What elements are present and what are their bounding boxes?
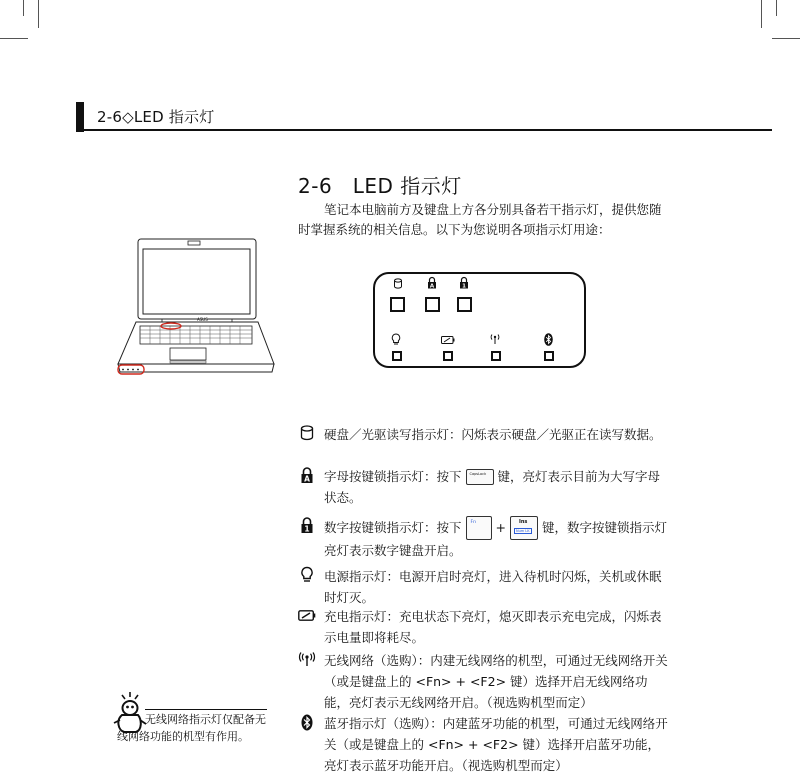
indicator-panel xyxy=(373,272,586,368)
list-item xyxy=(298,650,670,714)
item-text: 电源指示灯：电源开启时亮灯，进入待机时闪烁，关机或休眠时灯灭。 xyxy=(324,569,662,605)
svg-text:A: A xyxy=(304,474,310,484)
item-text: 键，亮灯表示目前为大写字母状态。 xyxy=(324,469,660,505)
item-text: 键，数字按键锁指示灯亮灯表示数字键盘开启。 xyxy=(324,520,667,558)
wireless-led xyxy=(491,351,501,361)
key-label: CapsLock xyxy=(469,472,487,476)
capslock-led xyxy=(425,297,440,312)
plus-sign: + xyxy=(495,520,506,535)
note-text: 无线网络指示灯仅配备无线网络功能的机型有作用。 xyxy=(117,713,266,743)
power-bulb-icon xyxy=(300,566,314,584)
wireless-icon xyxy=(488,333,502,345)
item-text: 无线网络（选购）：内建无线网络的机型，可通过无线网络开关（或是键盘上的 <Fn> + <F2> 键）选择开启无线网络功能，亮灯表示无线网络开启。（视选购机型而定） xyxy=(324,653,668,710)
numlock-led xyxy=(457,297,472,312)
list-item xyxy=(298,566,670,608)
battery-charge-icon xyxy=(441,336,455,344)
key-label: Ins xyxy=(518,519,528,525)
crop-mark xyxy=(776,0,777,16)
list-item xyxy=(298,466,670,508)
note-rule xyxy=(145,709,267,710)
power-bulb-icon xyxy=(391,333,401,346)
keyboard-brand-label: ASUS xyxy=(197,317,208,322)
fn-key xyxy=(466,516,492,540)
bluetooth-icon xyxy=(544,333,553,346)
page-header-title: 2-6◇LED 指示灯 xyxy=(97,108,215,126)
item-text: 硬盘／光驱读写指示灯：闪烁表示硬盘／光驱正在读写数据。 xyxy=(324,427,662,442)
item-text: 字母按键锁指示灯：按下 xyxy=(324,469,462,484)
crop-mark xyxy=(761,0,762,28)
svg-text:A: A xyxy=(429,283,435,290)
capslock-key xyxy=(466,469,494,485)
crop-mark xyxy=(23,0,24,16)
bluetooth-led xyxy=(544,351,554,361)
section-title: 2-6 LED 指示灯 xyxy=(298,174,462,198)
bluetooth-icon xyxy=(301,714,313,731)
capslock-icon xyxy=(300,467,314,484)
list-item xyxy=(298,713,670,773)
key-label: Num LK xyxy=(515,529,530,533)
header-bar xyxy=(76,102,84,132)
list-item xyxy=(298,606,670,648)
hdd-icon xyxy=(393,278,403,289)
numlock-icon xyxy=(300,517,314,534)
svg-text:1: 1 xyxy=(304,524,310,534)
power-led xyxy=(392,351,402,361)
capslock-icon xyxy=(427,277,437,289)
hdd-icon xyxy=(300,425,314,441)
crop-mark xyxy=(38,0,39,28)
battery-charge-icon xyxy=(298,610,316,621)
wireless-icon xyxy=(298,652,316,667)
item-text: 数字按键锁指示灯：按下 xyxy=(324,520,462,535)
laptop-illustration xyxy=(110,234,280,380)
crop-mark xyxy=(772,38,800,39)
item-text: 蓝牙指示灯（选购）：内建蓝牙功能的机型，可通过无线网络开关（或是键盘上的 <Fn> + <F2> 键）选择开启蓝牙功能，亮灯表示蓝牙功能开启。（视选购机型而定） xyxy=(324,716,668,773)
charge-led xyxy=(443,351,453,361)
hdd-led xyxy=(390,297,405,312)
list-item xyxy=(298,424,670,464)
key-label: Fn xyxy=(470,520,476,525)
item-text: 充电指示灯：充电状态下亮灯，熄灭即表示充电完成，闪烁表示电量即将耗尽。 xyxy=(324,609,662,645)
ins-numlk-key xyxy=(510,516,538,540)
list-item xyxy=(298,516,670,560)
svg-text:1: 1 xyxy=(462,283,466,290)
numlock-icon xyxy=(459,277,469,289)
header-rule xyxy=(84,129,772,131)
crop-mark xyxy=(0,38,28,39)
intro-paragraph: 笔记本电脑前方及键盘上方各分别具备若干指示灯，提供您随时掌握系统的相关信息。以下为您说明各项指示灯用途： xyxy=(298,202,662,237)
